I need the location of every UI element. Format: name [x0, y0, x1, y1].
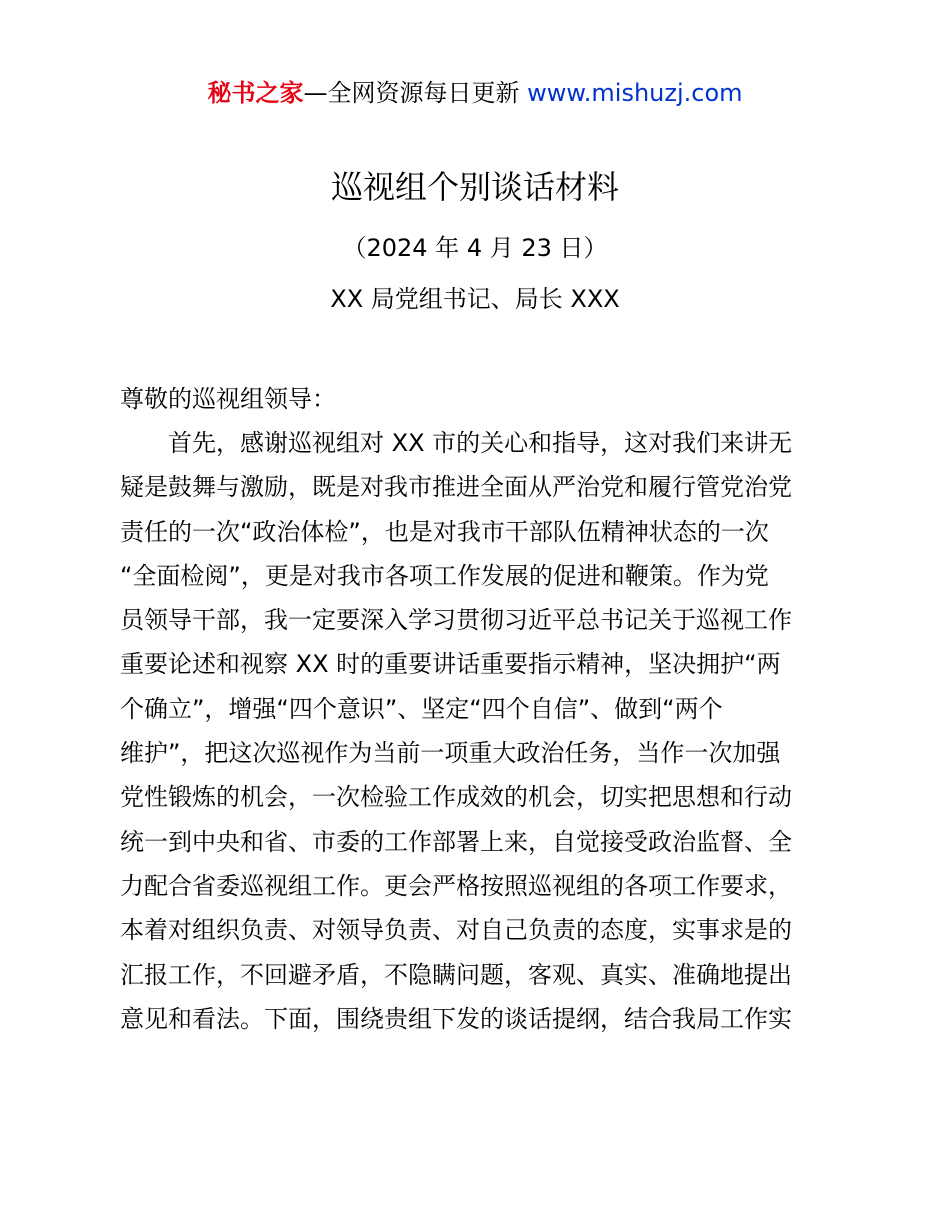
salutation: 尊敬的巡视组领导：: [120, 385, 336, 413]
body-line: 责任的一次“政治体检”，也是对我市干部队伍精神状态的一次: [120, 517, 769, 546]
body-line: 汇报工作，不回避矛盾，不隐瞒问题，客观、真实、准确地提出: [120, 960, 792, 989]
body-line: 员领导干部，我一定要深入学习贯彻习近平总书记关于巡视工作: [120, 606, 792, 635]
body-line: 党性锻炼的机会，一次检验工作成效的机会，切实把思想和行动: [120, 783, 792, 812]
body-line: 维护”，把这次巡视作为当前一项重大政治任务，当作一次加强: [120, 739, 781, 768]
document-date: （2024 年 4 月 23 日）: [342, 234, 608, 262]
document-title: 巡视组个别谈话材料: [330, 168, 619, 206]
body-line: 疑是鼓舞与激励，既是对我市推进全面从严治党和履行管党治党: [120, 473, 792, 502]
body-line: 力配合省委巡视组工作。更会严格按照巡视组的各项工作要求，: [120, 871, 792, 900]
body-text: [120, 425, 832, 1045]
body-line: 重要论述和视察 XX 时的重要讲话重要指示精神，坚决拥护“两: [120, 650, 781, 679]
body-line: 统一到中央和省、市委的工作部署上来，自觉接受政治监督、全: [120, 827, 792, 856]
site-brand-name: 秘书之家: [207, 79, 304, 107]
body-line: 本着对组织负责、对领导负责、对自己负责的态度，实事求是的: [120, 916, 792, 945]
body-line: 意见和看法。下面，围绕贵组下发的谈话提纲，结合我局工作实: [120, 1004, 792, 1033]
site-banner: [0, 76, 950, 110]
document-author: XX 局党组书记、局长 XXX: [330, 285, 620, 313]
site-slogan: —全网资源每日更新: [303, 79, 528, 107]
body-line: 个确立”，增强“四个意识”、坚定“四个自信”、做到“两个: [120, 694, 723, 723]
body-line: “全面检阅”，更是对我市各项工作发展的促进和鞭策。作为党: [120, 561, 769, 590]
site-url-link[interactable]: www.mishuzj.com: [527, 79, 743, 107]
body-line: 首先，感谢巡视组对 XX 市的关心和指导，这对我们来讲无: [168, 429, 793, 457]
